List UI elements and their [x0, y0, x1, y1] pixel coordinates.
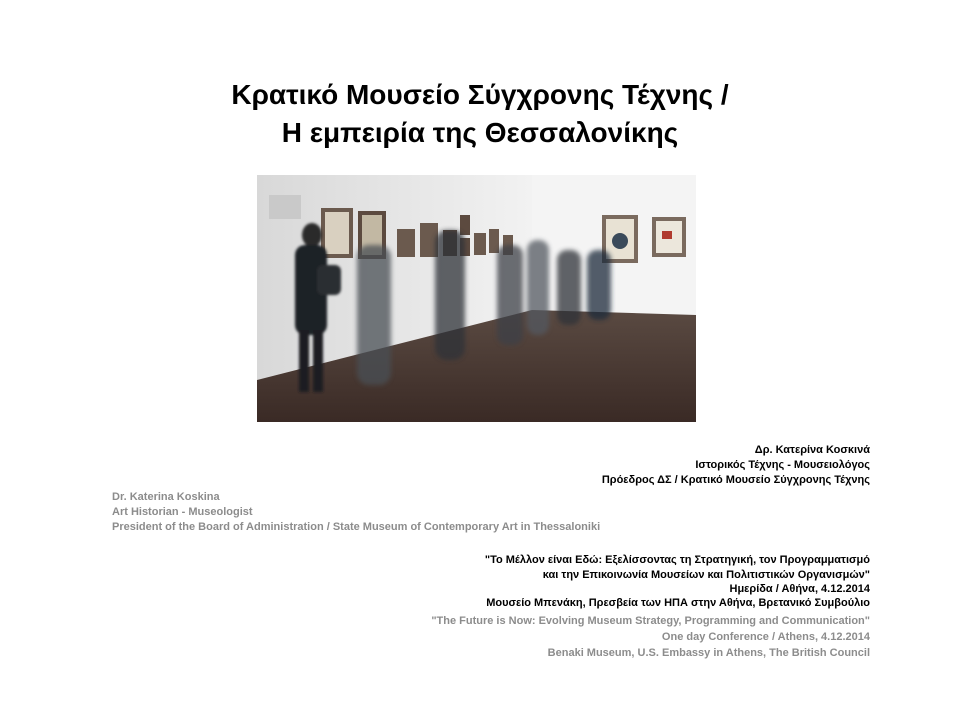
title-line-2: Η εμπειρία της Θεσσαλονίκης — [281, 117, 679, 148]
author-en-name: Dr. Katerina Koskina — [112, 491, 220, 503]
event-gr-title-1: "Το Μέλλον είναι Εδώ: Εξελίσσοντας τη Στρατηγική, τον Προγραμματισμό — [484, 554, 870, 566]
author-gr — [170, 443, 870, 488]
event-gr — [170, 553, 870, 611]
author-en-position: President of the Board of Administration / State Museum of Contemporary Art in Thessaloniki — [112, 521, 601, 533]
gallery-photo — [257, 175, 696, 422]
event-gr-date: Ημερίδα / Αθήνα, 4.12.2014 — [729, 583, 870, 595]
author-gr-role: Ιστορικός Τέχνης - Μουσειολόγος — [695, 459, 870, 471]
author-gr-position: Πρόεδρος ΔΣ / Κρατικό Μουσείο Σύγχρονης Τέχνης — [601, 474, 870, 486]
author-gr-name: Δρ. Κατερίνα Κοσκινά — [754, 444, 870, 456]
event-en — [170, 614, 870, 661]
event-gr-organizers: Μουσείο Μπενάκη, Πρεσβεία των ΗΠΑ στην Αθήνα, Βρετανικό Συμβούλιο — [486, 597, 870, 609]
event-gr-title-2: και την Επικοινωνία Μουσείων και Πολιτιστικών Οργανισμών" — [542, 569, 870, 581]
event-en-organizers: Benaki Museum, U.S. Embassy in Athens, The British Council — [547, 647, 870, 659]
author-en — [112, 490, 812, 535]
event-en-date: One day Conference / Athens, 4.12.2014 — [661, 631, 870, 643]
author-en-role: Art Historian - Museologist — [112, 506, 253, 518]
slide-title — [0, 76, 960, 152]
title-line-1: Κρατικό Μουσείο Σύγχρονης Τέχνης / — [231, 79, 729, 110]
event-en-title: "The Future is Now: Evolving Museum Strategy, Programming and Communication" — [431, 615, 870, 627]
